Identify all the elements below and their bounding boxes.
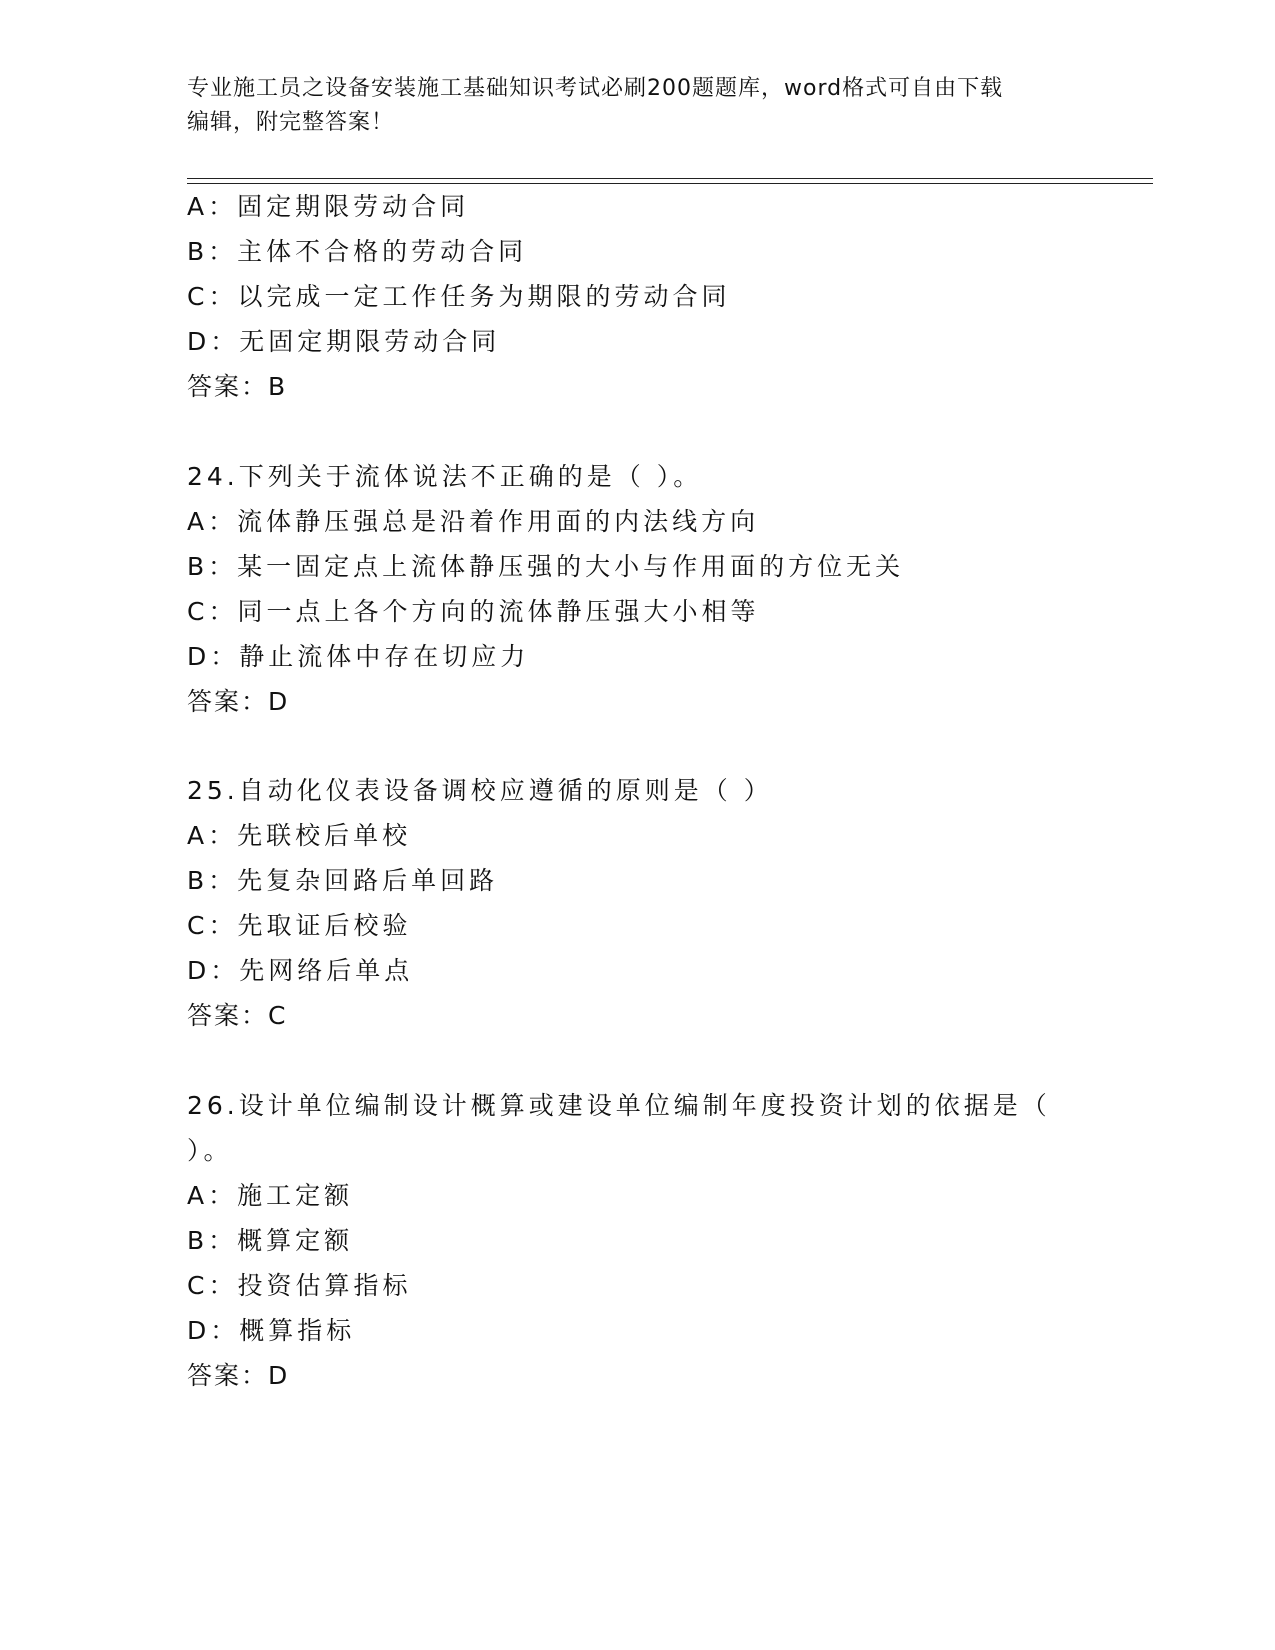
document-header (187, 72, 1087, 140)
q25-option-d: D：先网络后单点 (187, 956, 414, 985)
q24-option-d: D：静止流体中存在切应力 (187, 642, 530, 671)
q23-option-b: B：主体不合格的劳动合同 (187, 237, 528, 266)
q23-answer: 答案：B (187, 372, 288, 401)
q24-answer: 答案：D (187, 687, 290, 716)
q25-option-a: A：先联校后单校 (187, 821, 412, 850)
q24-option-c: C：同一点上各个方向的流体静压强大小相等 (187, 597, 760, 626)
q25-option-b: B：先复杂回路后单回路 (187, 866, 499, 895)
q24-option-b: B：某一固定点上流体静压强的大小与作用面的方位无关 (187, 552, 905, 581)
q26-answer: 答案：D (187, 1361, 290, 1390)
header-divider-top (187, 178, 1153, 179)
q25-answer: 答案：C (187, 1001, 288, 1030)
q26-question-line-2: ）。 (187, 1136, 233, 1165)
q26-option-a: A：施工定额 (187, 1181, 354, 1210)
q23-option-c: C：以完成一定工作任务为期限的劳动合同 (187, 282, 731, 311)
q24-option-a: A：流体静压强总是沿着作用面的内法线方向 (187, 507, 760, 536)
q23-option-d: D：无固定期限劳动合同 (187, 327, 501, 356)
q24-question: 24.下列关于流体说法不正确的是（ ）。 (187, 462, 703, 491)
q26-option-d: D：概算指标 (187, 1316, 356, 1345)
q23-option-a: A：固定期限劳动合同 (187, 192, 470, 221)
q25-question: 25.自动化仪表设备调校应遵循的原则是（ ） (187, 776, 773, 805)
q25-option-c: C：先取证后校验 (187, 911, 412, 940)
header-title-line-1: 专业施工员之设备安装施工基础知识考试必刷200题题库，word格式可自由下载 (187, 76, 1004, 101)
q26-option-b: B：概算定额 (187, 1226, 354, 1255)
header-title-line-2: 编辑，附完整答案！ (187, 110, 395, 135)
q26-option-c: C：投资估算指标 (187, 1271, 412, 1300)
header-divider-bottom (187, 183, 1153, 184)
q26-question-line-1: 26.设计单位编制设计概算或建设单位编制年度投资计划的依据是（ (187, 1091, 1051, 1120)
